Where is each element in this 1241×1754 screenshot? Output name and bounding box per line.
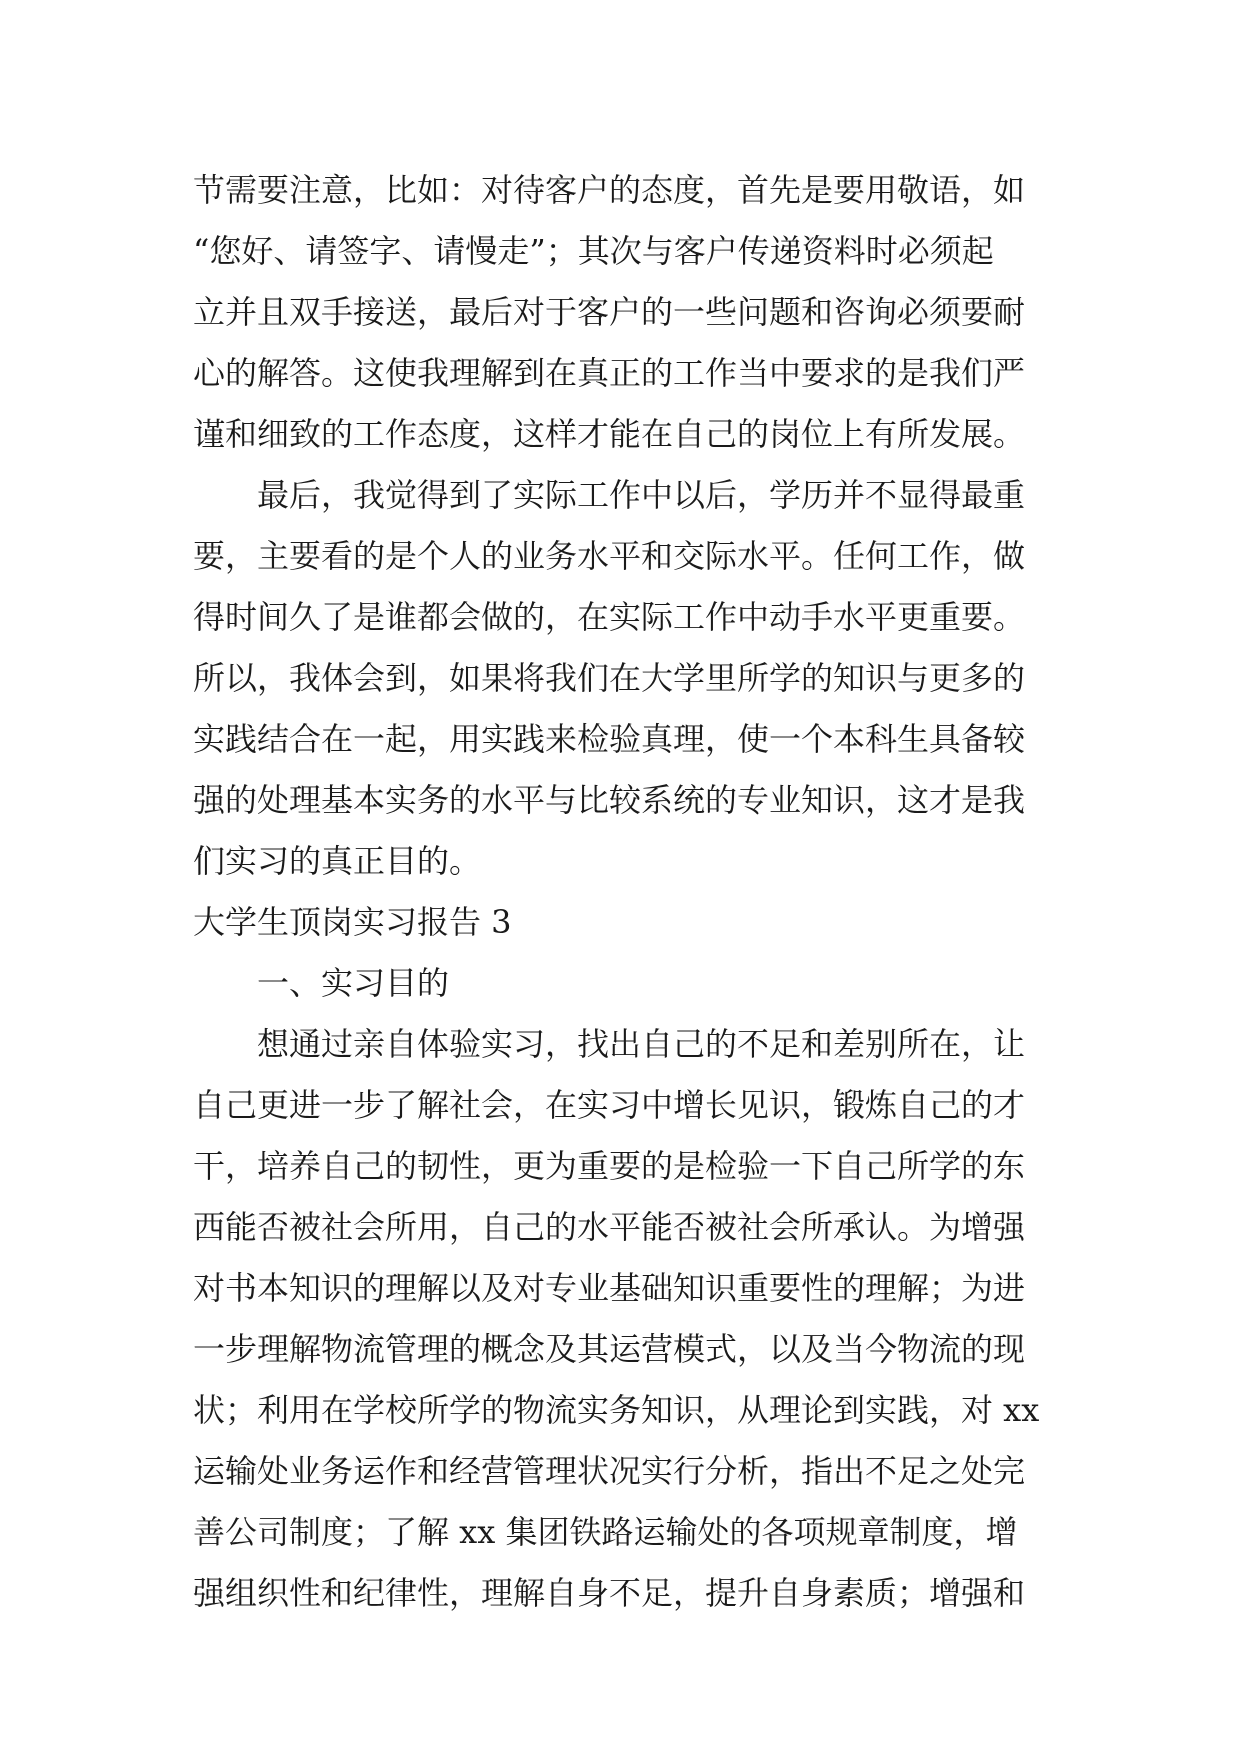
body-text-line: 自己更进一步了解社会，在实习中增长见识，锻炼自己的才 [193,1086,1026,1124]
body-text-line: 得时间久了是谁都会做的，在实际工作中动手水平更重要。 [193,598,1026,636]
body-text-line: 心的解答。这使我理解到在真正的工作当中要求的是我们严 [193,354,1026,392]
body-text-line: 强的处理基本实务的水平与比较系统的专业知识，这才是我 [193,781,1026,819]
body-text-line: 强组织性和纪律性，理解自身不足，提升自身素质；增强和 [193,1574,1026,1612]
body-text-line: 对书本知识的理解以及对专业基础知识重要性的理解；为进 [193,1269,1026,1307]
paragraph-first-line: 最后，我觉得到了实际工作中以后，学历并不显得最重 [257,476,1026,514]
body-text-line: 节需要注意，比如：对待客户的态度，首先是要用敬语，如 [193,171,1026,209]
body-text-line: 要，主要看的是个人的业务水平和交际水平。任何工作，做 [193,537,1026,575]
body-text-line: 所以，我体会到，如果将我们在大学里所学的知识与更多的 [193,659,1026,697]
body-text-line: 状；利用在学校所学的物流实务知识，从理论到实践，对 xx [193,1391,1040,1429]
body-text-line: 实践结合在一起，用实践来检验真理，使一个本科生具备较 [193,720,1026,758]
subsection-heading: 一、实习目的 [257,964,450,1002]
body-text-line: 一步理解物流管理的概念及其运营模式，以及当今物流的现 [193,1330,1026,1368]
paragraph-first-line: 想通过亲自体验实习，找出自己的不足和差别所在，让 [257,1025,1026,1063]
body-text-line: 运输处业务运作和经营管理状况实行分析，指出不足之处完 [193,1452,1026,1490]
body-text-line: 谨和细致的工作态度，这样才能在自己的岗位上有所发展。 [193,415,1026,453]
document-body [193,160,1053,1624]
body-text-line: 西能否被社会所用，自己的水平能否被社会所承认。为增强 [193,1208,1026,1246]
body-text-line: 善公司制度；了解 xx 集团铁路运输处的各项规章制度，增 [193,1513,1018,1551]
body-text-line: 干，培养自己的韧性，更为重要的是检验一下自己所学的东 [193,1147,1026,1185]
body-text-line: 们实习的真正目的。 [193,842,482,880]
body-text-line: “您好、请签字、请慢走”；其次与客户传递资料时必须起 [193,232,994,270]
section-heading: 大学生顶岗实习报告 3 [193,903,512,941]
body-text-line: 立并且双手接送，最后对于客户的一些问题和咨询必须要耐 [193,293,1026,331]
